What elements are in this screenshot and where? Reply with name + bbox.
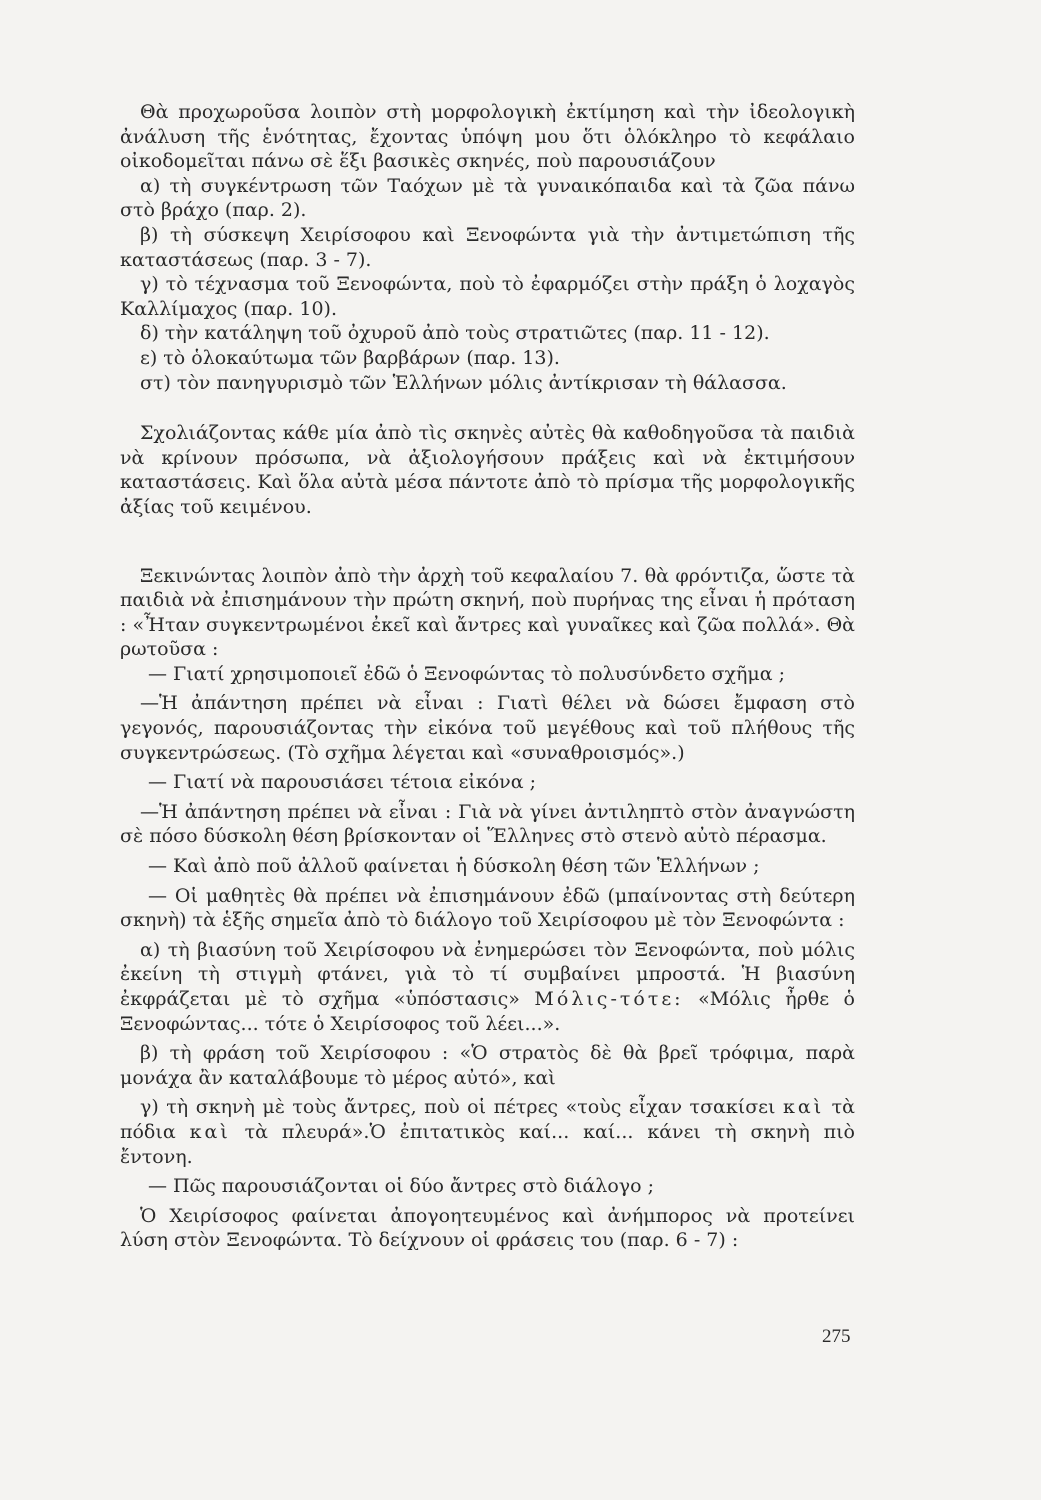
question-1: — Γιατί χρησιμοποιεῖ ἐδῶ ὁ Ξενοφώντας τὸ πολυσύνδετο σχῆμα ; (148, 662, 786, 685)
scene-item-a: α) τὴ συγκέντρωση τῶν Ταόχων μὲ τὰ γυναικόπαιδα καὶ τὰ ζῶα πάνω στὸ βράχο (παρ. 2). (120, 174, 855, 222)
point-c (120, 1095, 855, 1169)
intro-paragraph: Θὰ προχωροῦσα λοιπὸν στὴ μορφολογικὴ ἐκτίμηση καὶ τὴν ἰδεολογικὴ ἀνάλυση τῆς ἑνότητας, ἔχοντας ὑπόψη μου ὅτι ὁλόκληρο τὸ κεφάλαιο οἰκοδομεῖται πάνω σὲ ἕξι βασικὲς σκηνές, ποὺ παρουσιάζουν (120, 101, 855, 173)
answer-1: —Ἡ ἀπάντηση πρέπει νὰ εἶναι : Γιατὶ θέλει νὰ δώσει ἔμφαση στὸ γεγονός, παρουσιάζοντας τὴν εἰκόνα τοῦ μεγέθους καὶ τοῦ πλήθους τῆς συγκεντρώσεως. (Τὸ σχῆμα λέγεται καὶ «συναθροισμός».) (120, 692, 855, 764)
scene-item-b: β) τὴ σύσκεψη Χειρίσοφου καὶ Ξενοφώντα γιὰ τὴν ἀντιμετώπιση τῆς καταστάσεως (παρ. 3 - 7). (120, 223, 855, 271)
chapter-start-paragraph: Ξεκινώντας λοιπὸν ἀπὸ τὴν ἀρχὴ τοῦ κεφαλαίου 7. θὰ φρόντιζα, ὥστε τὰ παιδιὰ νὰ ἐπισημάνουν τὴν πρώτη σκηνή, ποὺ πυρήνας της εἶναι ἡ πρόταση : «Ἦταν συγκεντρωμένοι ἐκεῖ καὶ ἄντρες καὶ γυναῖκες καὶ ζῶα πολλά». Θὰ ρωτοῦσα : (120, 564, 855, 661)
point-a-quote: «Μόλις ἦρθε ὁ Ξενοφώντας... τότε ὁ Χειρίσοφος τοῦ λέει...». (120, 988, 855, 1035)
point-a-text: α) τὴ βιασύνη τοῦ Χειρίσοφου νὰ ἐνημερώσει τὸν Ξενοφώντα, ποὺ μόλις ἐκείνη τὴ στιγμὴ φτάνει, γιὰ τὸ τί συμβαίνει μπροστά. Ἡ βιασύνη ἐκφράζεται μὲ τὸ σχῆμα «ὑπόστασις» (120, 938, 855, 1010)
question-2: — Γιατί νὰ παρουσιάσει τέτοια εἰκόνα ; (148, 771, 537, 794)
point-c-part2: τὰ πόδια (120, 1096, 855, 1143)
question-3: — Καὶ ἀπὸ ποῦ ἀλλοῦ φαίνεται ἡ δύσκολη θέση τῶν Ἑλλήνων ; (148, 855, 760, 878)
scene-item-d: δ) τὴν κατάληψη τοῦ ὀχυροῦ ἀπὸ τοὺς στρατιῶτες (παρ. 11 - 12). (140, 322, 770, 345)
page-number: 275 (822, 1326, 851, 1347)
point-c-part3: τὰ πλευρά».Ὁ ἐπιτατικὸς καί... καί... κάνει τὴ σκηνὴ πιὸ ἔντονη. (120, 1120, 855, 1168)
question-4: — Πῶς παρουσιάζονται οἱ δύο ἄντρες στὸ διάλογο ; (148, 1175, 655, 1198)
point-c-spaced1: καὶ (782, 1096, 825, 1119)
answer-2: —Ἡ ἀπάντηση πρέπει νὰ εἶναι : Γιὰ νὰ γίνει ἀντιληπτὸ στὸν ἀναγνώστη σὲ πόσο δύσκολη θέση βρίσκονταν οἱ Ἕλληνες στὸ στενὸ αὐτὸ πέρασμα. (120, 800, 855, 848)
point-a-spaced: Μόλις-τότε: (534, 988, 684, 1010)
final-paragraph: Ὁ Χειρίσοφος φαίνεται ἀπογοητευμένος καὶ ἀνήμπορος νὰ προτείνει λύση στὸν Ξενοφώντα. Τὸ δείχνουν οἱ φράσεις του (παρ. 6 - 7) : (120, 1204, 855, 1252)
scene-item-c: γ) τὸ τέχνασμα τοῦ Ξενοφώντα, ποὺ τὸ ἐφαρμόζει στὴν πράξη ὁ λοχαγὸς Καλλίμαχος (παρ. 10). (120, 273, 855, 320)
point-c-part1: γ) τὴ σκηνὴ μὲ τοὺς ἄντρες, ποὺ οἱ πέτρες «τοὺς εἶχαν τσακίσει (140, 1096, 776, 1119)
commentary-paragraph: Σχολιάζοντας κάθε μία ἀπὸ τὶς σκηνὲς αὐτὲς θὰ καθοδηγοῦσα τὰ παιδιὰ νὰ κρίνουν πρόσωπα, νὰ ἀξιολογήσουν πράξεις καὶ νὰ ἐκτιμήσουν καταστάσεις. Καὶ ὅλα αὐτὰ μέσα πάντοτε ἀπὸ τὸ πρίσμα τῆς μορφολογικῆς ἀξίας τοῦ κειμένου. (120, 422, 855, 518)
point-b: β) τὴ φράση τοῦ Χειρίσοφου : «Ὁ στρατὸς δὲ θὰ βρεῖ τρόφιμα, παρὰ μονάχα ἂν καταλάβουμε τὸ μέρος αὐτό», καὶ (120, 1042, 855, 1089)
point-c-spaced2: καὶ (189, 1120, 231, 1143)
answer-3: — Οἱ μαθητὲς θὰ πρέπει νὰ ἐπισημάνουν ἐδῶ (μπαίνοντας στὴ δεύτερη σκηνὴ) τὰ ἑξῆς σημεῖα ἀπὸ τὸ διάλογο τοῦ Χειρίσοφου μὲ τὸν Ξενοφώντα : (120, 884, 855, 932)
point-a (120, 938, 855, 1036)
scene-item-f: στ) τὸν πανηγυρισμὸ τῶν Ἑλλήνων μόλις ἀντίκρισαν τὴ θάλασσα. (140, 371, 787, 394)
scene-item-e: ε) τὸ ὁλοκαύτωμα τῶν βαρβάρων (παρ. 13). (140, 346, 560, 369)
page-body (120, 100, 855, 1253)
